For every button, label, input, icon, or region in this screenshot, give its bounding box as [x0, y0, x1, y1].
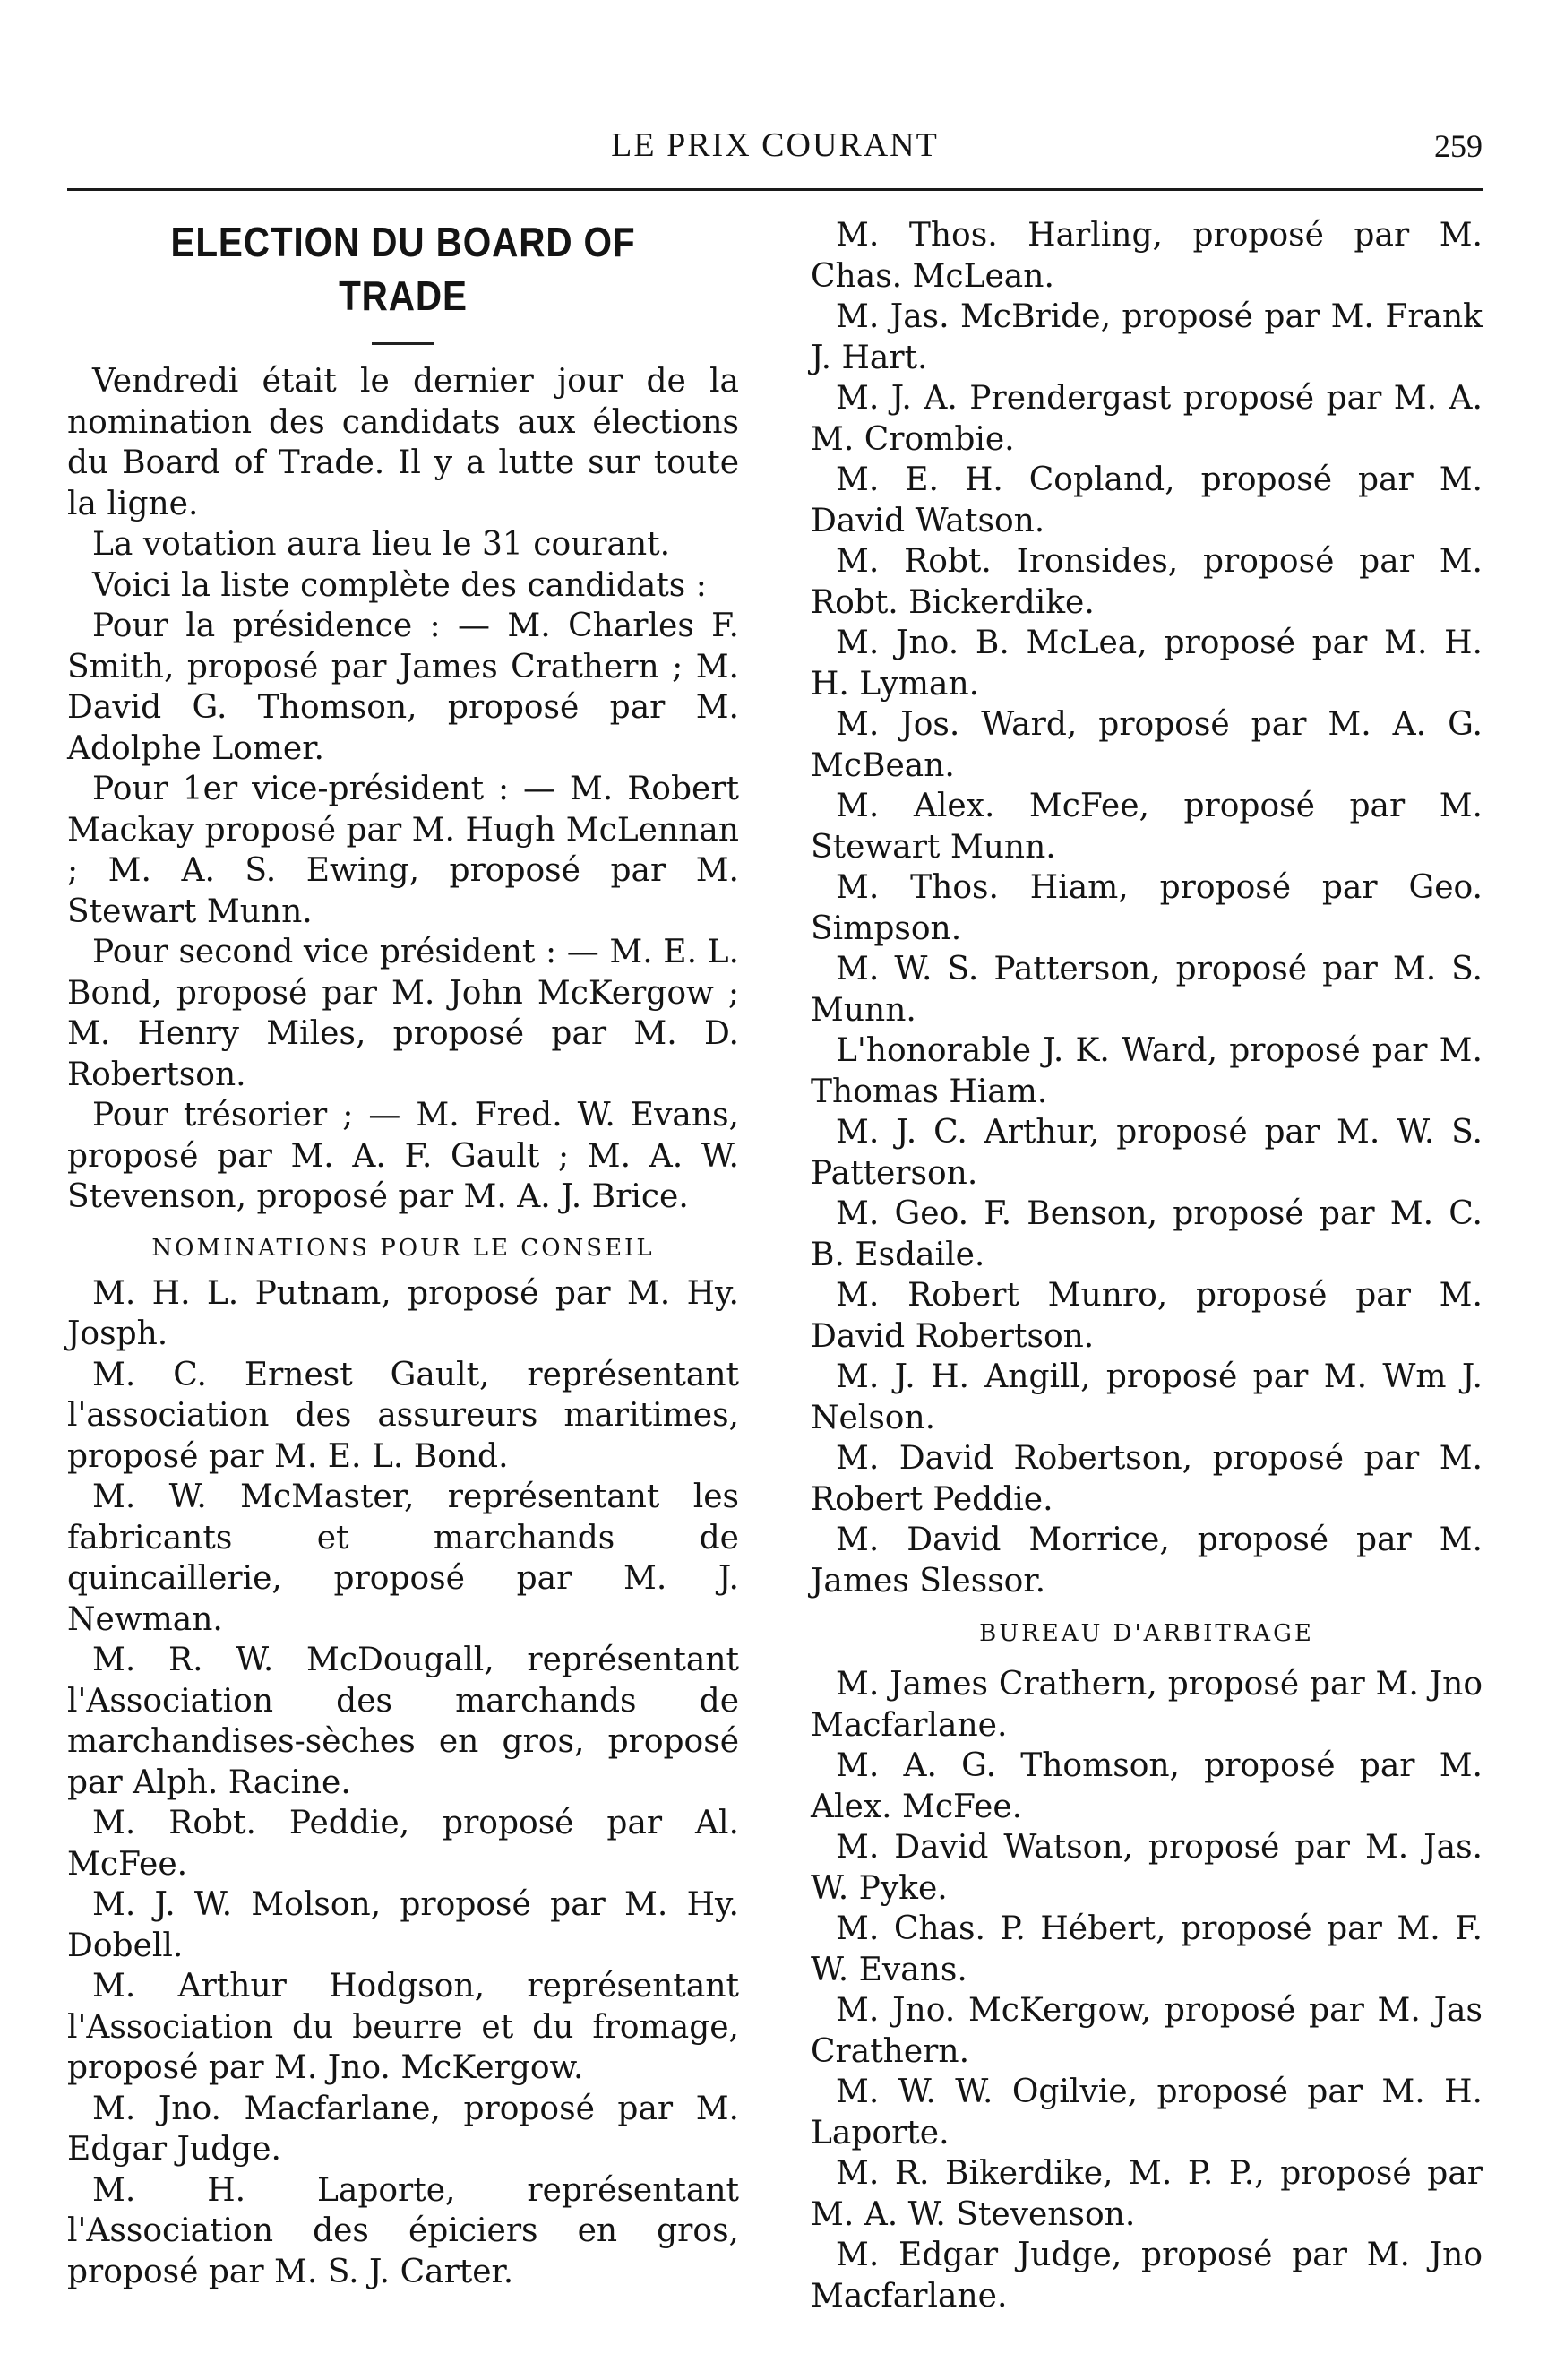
arbitration-entry: M. Edgar Judge, proposé par M. Jno Macfarlane. — [811, 2237, 1483, 2315]
arbitration-entry: M. A. G. Thomson, proposé par M. Alex. McFee. — [811, 1747, 1483, 1825]
nomination-entry: M. Geo. F. Benson, proposé par M. C. B. Esdaile. — [811, 1195, 1483, 1273]
running-title: LE PRIX COURANT — [611, 126, 939, 164]
arbitration-entry: M. James Crathern, proposé par M. Jno Macfarlane. — [811, 1666, 1483, 1744]
nomination-entry: M. Jno. Macfarlane, proposé par M. Edgar Judge. — [67, 2090, 739, 2168]
right-column — [811, 215, 1483, 2316]
article-title: ELECTION DU BOARD OF TRADE — [170, 219, 636, 319]
title-divider — [372, 342, 434, 345]
nomination-entry: M. David Robertson, proposé par M. Robert Peddie. — [811, 1440, 1483, 1518]
nomination-entry: M. Alex. McFee, proposé par M. Stewart Munn. — [811, 788, 1483, 866]
nomination-entry: M. J. H. Angill, proposé par M. Wm J. Nelson. — [811, 1358, 1483, 1436]
nomination-entry: M. C. Ernest Gault, représentant l'association des assureurs maritimes, proposé par M. E. L. Bond. — [67, 1356, 739, 1475]
arbitration-entry: M. Chas. P. Hébert, proposé par M. F. W. Evans. — [811, 1910, 1483, 1988]
arbitration-entry: M. W. W. Ogilvie, proposé par M. H. Laporte. — [811, 2074, 1483, 2151]
nomination-entry: M. Jno. B. McLea, proposé par M. H. H. Lyman. — [811, 625, 1483, 703]
nomination-entry: M. Robert Munro, proposé par M. David Robertson. — [811, 1277, 1483, 1355]
section-heading-arbitration: BUREAU D'ARBITRAGE — [979, 1620, 1314, 1647]
header-rule — [67, 188, 1483, 191]
nomination-entry: M. Thos. Hiam, proposé par Geo. Simpson. — [811, 869, 1483, 947]
nomination-entry: M. R. W. McDougall, représentant l'Association des marchands de marchandises-sèches en gros, proposé par Alph. Racine. — [67, 1642, 739, 1801]
nomination-entry: M. David Morrice, proposé par M. James Slessor. — [811, 1522, 1483, 1600]
paragraph: Vendredi était le dernier jour de la nomination des candidats aux élections du Board of Trade. Il y a lutte sur toute la ligne. — [67, 363, 739, 522]
nomination-entry: L'honorable J. K. Ward, proposé par M. Thomas Hiam. — [811, 1032, 1483, 1110]
nomination-entry: M. Jos. Ward, proposé par M. A. G. McBean. — [811, 706, 1483, 784]
paragraph: Pour 1er vice-président : — M. Robert Mackay proposé par M. Hugh McLennan ; M. A. S. Ewing, proposé par M. Stewart Munn. — [67, 771, 739, 930]
nomination-entry: M. H. L. Putnam, proposé par M. Hy. Josph. — [67, 1274, 739, 1352]
nomination-entry: M. J. A. Prendergast proposé par M. A. M. Crombie. — [811, 380, 1483, 458]
page-number: 259 — [1434, 128, 1483, 164]
arbitration-entry: M. Jno. McKergow, proposé par M. Jas Crathern. — [811, 1992, 1483, 2070]
nomination-entry: M. W. S. Patterson, proposé par M. S. Munn. — [811, 951, 1483, 1029]
arbitration-entry: M. David Watson, proposé par M. Jas. W. Pyke. — [811, 1829, 1483, 1907]
page-header — [67, 125, 1483, 179]
paragraph: Pour la présidence : — M. Charles F. Smith, proposé par James Crathern ; M. David G. Thomson, proposé par M. Adolphe Lomer. — [67, 608, 739, 767]
nomination-entry: M. Arthur Hodgson, représentant l'Association du beurre et du fromage, proposé par M. Jno. McKergow. — [67, 1968, 739, 2086]
nomination-entry: M. Jas. McBride, proposé par M. Frank J. Hart. — [811, 298, 1483, 376]
paragraph: Pour second vice président : — M. E. L. Bond, proposé par M. John McKergow ; M. Henry Miles, proposé par M. D. Robertson. — [67, 934, 739, 1093]
paragraph: Pour trésorier ; — M. Fred. W. Evans, proposé par M. A. F. Gault ; M. A. W. Stevenson, proposé par M. A. J. Brice. — [67, 1097, 739, 1215]
nomination-entry: M. Robt. Ironsides, proposé par M. Robt. Bickerdike. — [811, 543, 1483, 621]
nomination-entry: M. W. McMaster, représentant les fabricants et marchands de quincaillerie, proposé par M. J. Newman. — [67, 1479, 739, 1638]
section-heading-council: NOMINATIONS POUR LE CONSEIL — [151, 1234, 655, 1262]
paragraph: La votation aura lieu le 31 courant. — [92, 526, 671, 563]
paragraph: Voici la liste complète des candidats : — [92, 566, 707, 604]
left-column — [67, 215, 739, 2292]
nomination-entry: M. Robt. Peddie, proposé par Al. McFee. — [67, 1805, 739, 1883]
nomination-entry: M. Thos. Harling, proposé par M. Chas. McLean. — [811, 217, 1483, 295]
nomination-entry: M. H. Laporte, représentant l'Association des épiciers en gros, proposé par M. S. J. Carter. — [67, 2171, 739, 2290]
nomination-entry: M. J. C. Arthur, proposé par M. W. S. Patterson. — [811, 1114, 1483, 1192]
arbitration-entry: M. R. Bikerdike, M. P. P., proposé par M. A. W. Stevenson. — [811, 2155, 1483, 2233]
nomination-entry: M. E. H. Copland, proposé par M. David Watson. — [811, 461, 1483, 539]
nomination-entry: M. J. W. Molson, proposé par M. Hy. Dobell. — [67, 1886, 739, 1964]
